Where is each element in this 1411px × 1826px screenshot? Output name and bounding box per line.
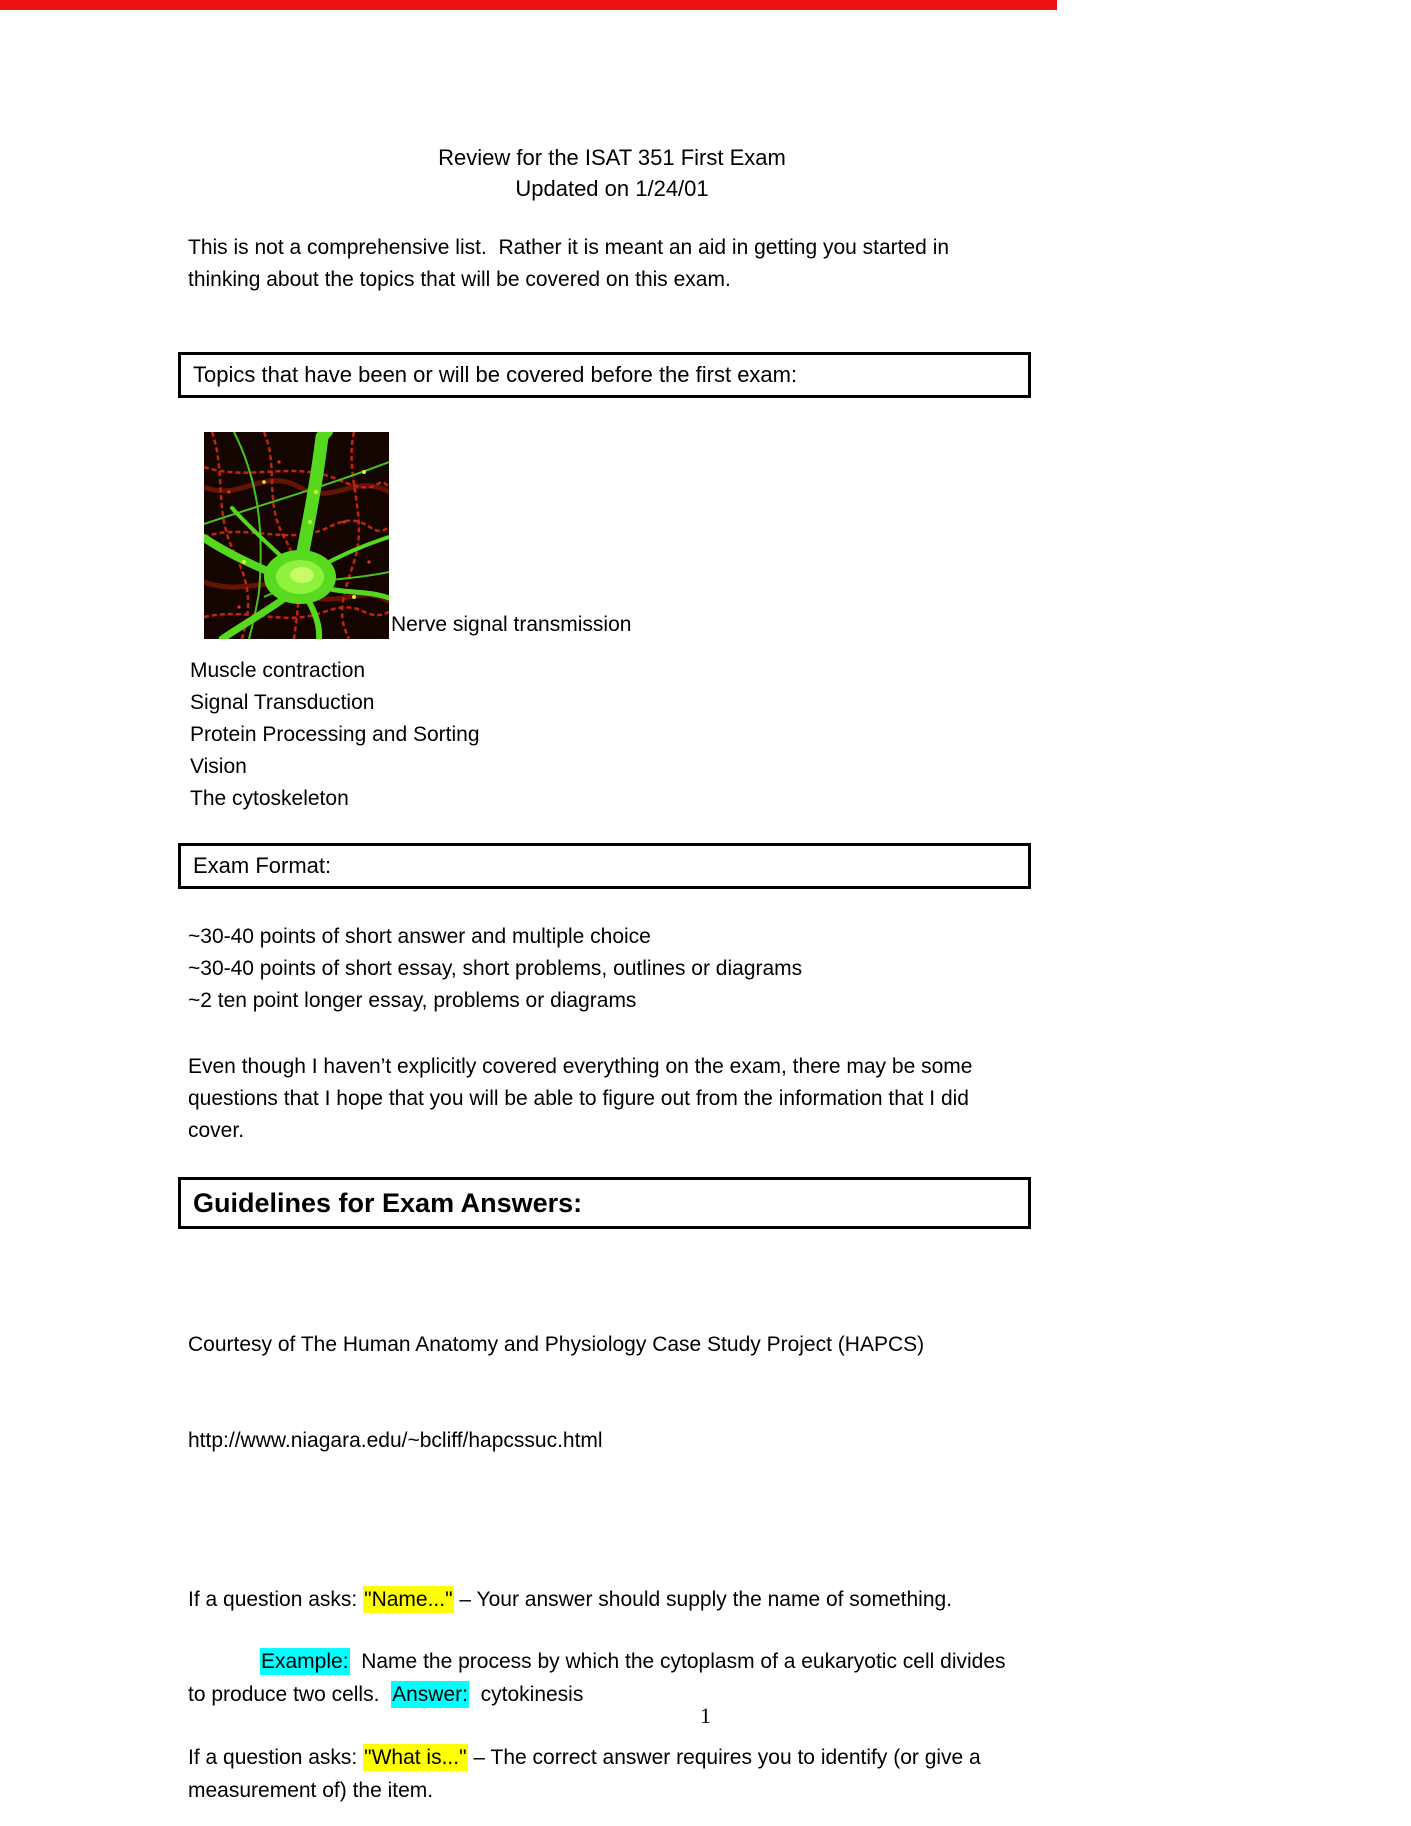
topics-list [178, 655, 1046, 815]
title-line-2: Updated on 1/24/01 [515, 176, 709, 201]
topic-item: Vision [190, 755, 247, 778]
topics-section-header [178, 352, 1031, 398]
text-segment: – Your answer should supply the name of something. [453, 1588, 953, 1611]
exam-format-item: ~2 ten point longer essay, problems or diagrams [188, 989, 637, 1012]
highlighted-text: "Name..." [364, 1588, 453, 1611]
guidelines-header-text: Guidelines for Exam Answers: [193, 1188, 583, 1218]
exam-format-item: ~30-40 points of short essay, short problems, outlines or diagrams [188, 957, 803, 980]
topics-header-text: Topics that have been or will be covered before the first exam: [193, 362, 798, 387]
topic-item: Muscle contraction [190, 659, 366, 682]
exam-note-paragraph: Even though I haven’t explicitly covered everything on the exam, there may be some questions that I hope that you will be able to figure out from the information that I did cover. [188, 1055, 979, 1142]
figure-caption: Nerve signal transmission [391, 613, 632, 636]
highlighted-text: "What is..." [364, 1746, 467, 1769]
topic-item: Signal Transduction [190, 691, 375, 714]
guidelines-section-header [178, 1177, 1031, 1229]
text-segment: Name the process by which the cytoplasm of a eukaryotic cell divides to produce two cells. [188, 1650, 1012, 1706]
highlighted-text: Answer: [392, 1683, 468, 1706]
exam-format-header-text: Exam Format: [193, 853, 332, 878]
exam-format-list [178, 921, 1046, 1017]
intro-paragraph: This is not a comprehensive list. Rather it is meant an aid in getting you started in thinking about the topics that will be covered on this exam. [188, 236, 955, 291]
courtesy-text: Courtesy of The Human Anatomy and Physiology Case Study Project (HAPCS) [188, 1333, 925, 1356]
example-paragraph [178, 1645, 1023, 1711]
topic-item: Protein Processing and Sorting [190, 723, 480, 746]
topics-figure-row [178, 432, 1046, 639]
page-number: 1 [700, 1703, 711, 1728]
title-line-1: Review for the ISAT 351 First Exam [438, 145, 786, 170]
document-content [178, 0, 1046, 1807]
name-question-line [178, 1583, 1023, 1617]
neuron-micrograph-image [204, 432, 389, 639]
courtesy-block [178, 1265, 1023, 1521]
text-segment: cytokinesis [468, 1683, 584, 1706]
whatis-question-line [178, 1741, 1023, 1807]
topic-item: The cytoskeleton [190, 787, 349, 810]
highlighted-text: Example: [261, 1650, 349, 1673]
document-title [178, 142, 1046, 204]
courtesy-url-text: http://www.niagara.edu/~bcliff/hapcssuc.html [188, 1429, 603, 1452]
exam-format-section-header [178, 843, 1031, 889]
text-segment: – The correct answer requires you to identify (or give a measurement of) the item. [188, 1746, 987, 1802]
text-segment: If a question asks: [188, 1746, 364, 1769]
exam-format-item: ~30-40 points of short answer and multiple choice [188, 925, 651, 948]
text-segment: If a question asks: [188, 1588, 364, 1611]
